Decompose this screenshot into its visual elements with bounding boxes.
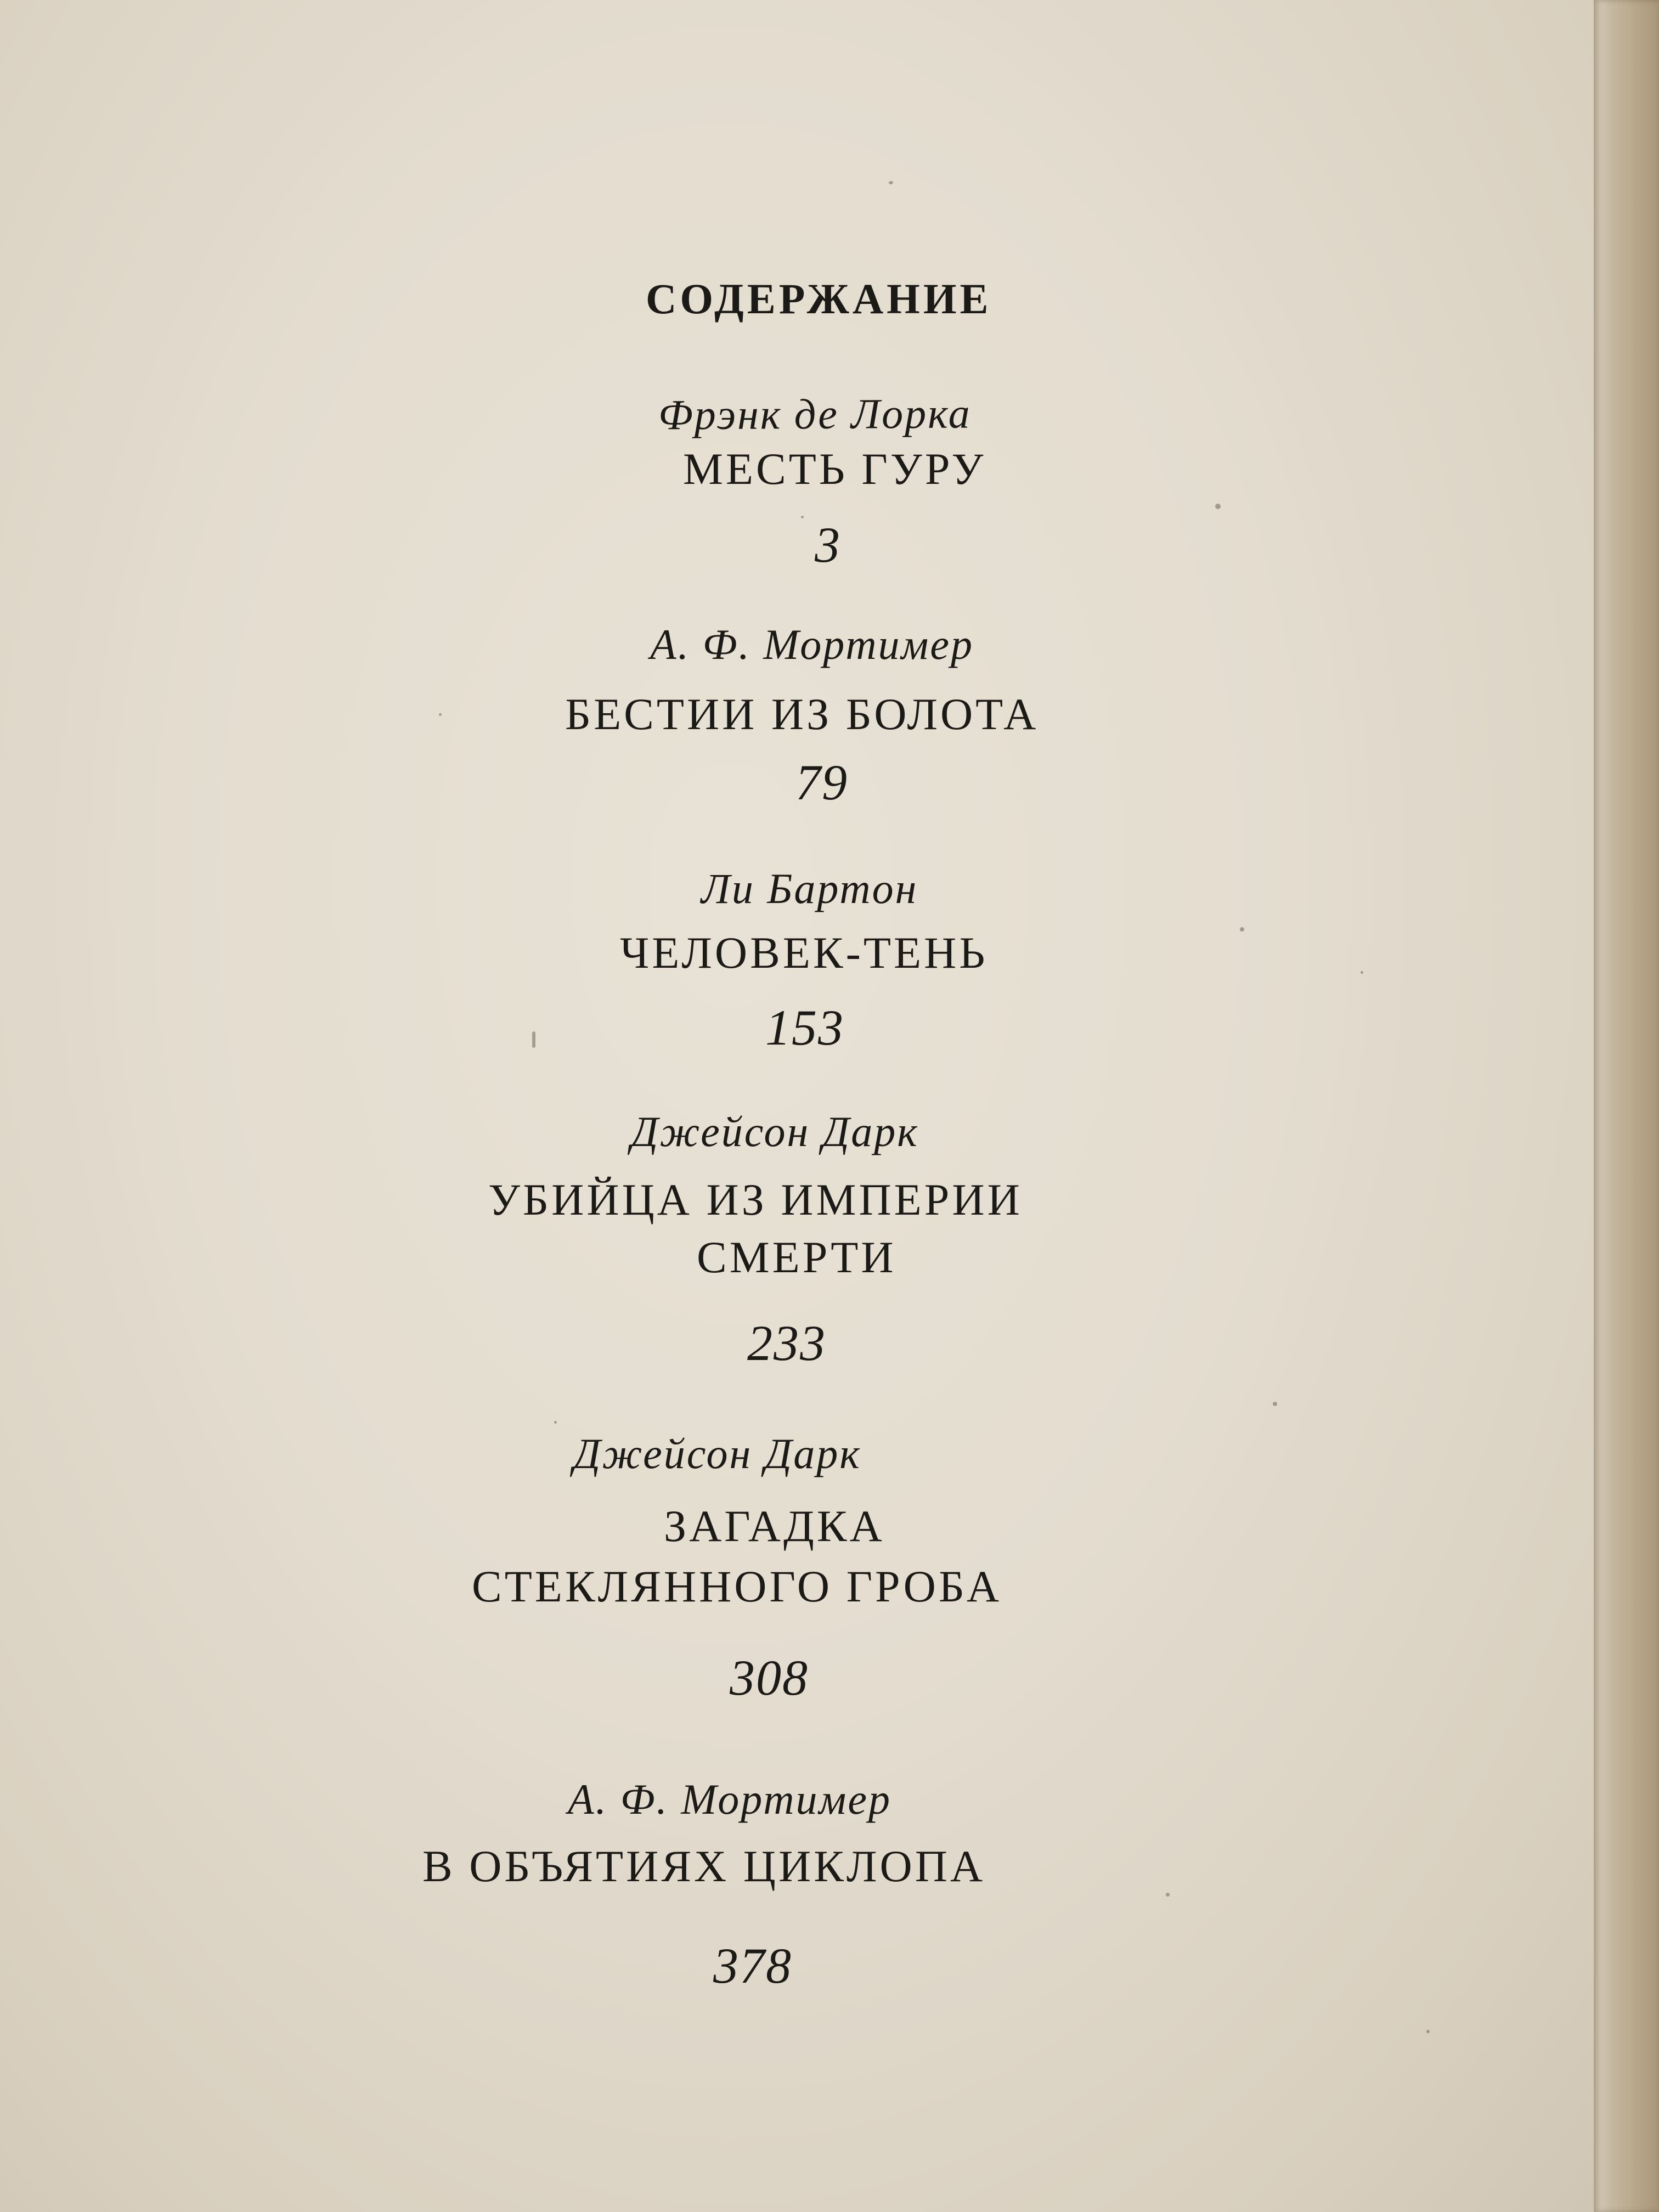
paper-speck [1215,504,1221,509]
entry-author: Фрэнк де Лорка [658,389,972,439]
entry-author: А. Ф. Мортимер [650,620,974,668]
entry-title: ЗАГАДКА [664,1501,885,1551]
paper-speck [1273,1402,1277,1406]
entry-page-number: 308 [730,1650,809,1706]
entry-title: БЕСТИИ ИЗ БОЛОТА [565,689,1039,739]
entry-title: В ОБЪЯТИЯХ ЦИКЛОПА [422,1841,986,1891]
entry-page-number: 378 [713,1938,792,1994]
paper-speck [801,516,804,518]
entry-page-number: 233 [747,1315,826,1371]
entry-author: Джейсон Дарк [573,1430,861,1477]
entry-author: Ли Бартон [701,865,918,912]
entry-author: А. Ф. Мортимер [568,1775,891,1823]
entry-title: ЧЕЛОВЕК-ТЕНЬ [620,928,988,978]
entry-title: МЕСТЬ ГУРУ [683,444,986,494]
toc-heading: СОДЕРЖАНИЕ [646,275,992,323]
paper-speck [439,713,442,716]
paper-speck [1166,1893,1170,1897]
entry-page-number: 3 [815,517,841,573]
entry-author: Джейсон Дарк [631,1108,919,1155]
paper-speck [1426,2030,1430,2033]
paper-speck [554,1421,557,1424]
paper-speck [1240,927,1244,932]
paper-speck [1361,971,1363,974]
entry-title: СТЕКЛЯННОГО ГРОБА [472,1561,1002,1611]
paper-speck [889,181,893,184]
entry-page-number: 153 [765,1000,844,1056]
entry-page-number: 79 [795,754,848,810]
paper-speck [532,1031,535,1048]
entry-title: СМЕРТИ [697,1232,896,1282]
entry-title: УБИЙЦА ИЗ ИМПЕРИИ [488,1175,1023,1224]
page-edge [1594,0,1659,2212]
